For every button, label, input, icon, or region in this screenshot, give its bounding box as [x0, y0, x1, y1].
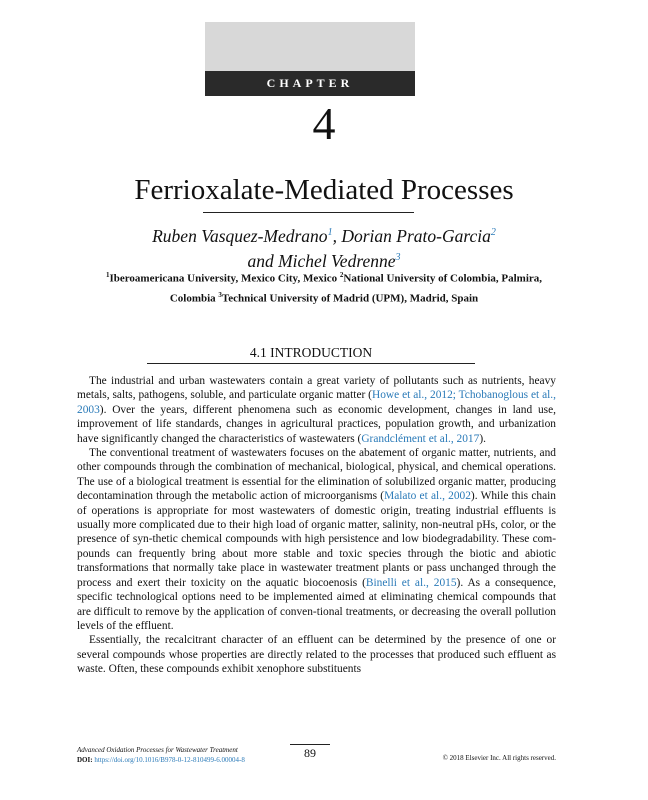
page-number: 89	[304, 746, 316, 760]
citation-link[interactable]: Howe et al., 2012; Tchobanoglous et al., 2003	[77, 389, 557, 416]
chapter-label: CHAPTER	[205, 71, 415, 96]
author-list	[60, 222, 588, 272]
paragraph-text: ). While this chain of operations is appropriate for most wastewaters of domestic origin, treating industrial effluents is usually more complicated due to their high load of organic matter, salinity, non-neutral pHs, color, or the presence of syn-thetic chemical compounds with high persistence and low biodegradability. These com-pounds can frequently bring about more stable and toxic species through the biotic and abiotic transformations that normally take place in wastewater treatment plants or pass unchanged through the process and exert their toxicity on the aquatic biocoenosis (	[77, 490, 556, 589]
paragraph-text: ). Over the years, different phenomena such as economic development, changes in land use, improvement of life standards, changes in agricultural practices, population growth, and urbanization have significantly changed the characteristics of wastewaters (	[77, 403, 556, 445]
doi-label: DOI:	[77, 756, 95, 764]
affiliation-text: Technical University of Madrid (UPM), Madrid, Spain	[221, 292, 479, 305]
paragraph-text: ). As a consequence, specific technological options need to be implemented aimed at eliminating chemical compounds that are difficult to remove by the application of conven-tional treatments, or decreasing the overall pollution levels of the effluent.	[77, 576, 556, 632]
footer-source	[77, 745, 245, 765]
paragraph-text: ).	[479, 432, 486, 445]
author-affiliation-marker: 2	[490, 227, 496, 238]
affiliation-text: Iberoamericana University, Mexico City, Mexico	[109, 272, 340, 285]
chapter-header-box	[205, 22, 415, 71]
author-name: Ruben Vasquez-Medrano	[152, 225, 328, 246]
book-title: Advanced Oxidation Processes for Wastewater Treatment	[77, 746, 238, 754]
section-heading: 4.1 INTRODUCTION	[249, 345, 373, 360]
affiliation-marker: 1	[105, 271, 110, 279]
author-affiliation-marker: 1	[327, 227, 333, 238]
paragraph: Essentially, the recalcitrant character of an effluent can be determined by the presence of one or several compounds whose properties are directly related to the processes that produced such effluent as waste. Often, these compounds exhibit xenophore substituents	[77, 634, 556, 676]
title-rule	[203, 212, 414, 213]
affiliation-text: Colombia	[169, 292, 219, 305]
paragraph	[77, 374, 556, 446]
page-number-rule	[290, 744, 330, 745]
affiliation-marker: 3	[218, 290, 222, 299]
affiliations	[60, 267, 588, 306]
section-rule	[147, 363, 475, 364]
author-name: and Michel Vedrenne	[247, 250, 396, 271]
doi-link[interactable]: https://doi.org/10.1016/B978-0-12-810499-6.00004-8	[94, 756, 245, 764]
body-text	[77, 374, 556, 677]
paragraph	[77, 446, 556, 633]
author-name: , Dorian Prato-Garcia	[332, 225, 491, 246]
chapter-number: 4	[312, 98, 336, 149]
citation-link[interactable]: Binelli et al., 2015	[365, 576, 457, 589]
copyright: © 2018 Elsevier Inc. All rights reserved.	[442, 754, 556, 762]
paragraph-text: The industrial and urban wastewaters contain a great variety of pollutants such as nutrients, heavy metals, salts, pathogens, soluble, and particulate organic matter (	[77, 375, 556, 402]
affiliation-marker: 2	[339, 271, 344, 279]
chapter-title: Ferrioxalate-Mediated Processes	[134, 174, 514, 206]
author-affiliation-marker: 3	[395, 251, 401, 263]
doi-line	[77, 755, 245, 765]
paragraph-text: The conventional treatment of wastewaters focuses on the abatement of organic matter, nutrients, and other compounds through the combination of mechanical, biological, physical, and chemical operations. The use of a biological treatment is essential for the elimination of solubilized organic matter, producing decontamination through the metabolic action of microorganisms (	[77, 447, 556, 503]
affiliation-text: National University of Colombia, Palmira,	[343, 272, 543, 285]
citation-link[interactable]: Grandclément et al., 2017	[361, 432, 480, 445]
citation-link[interactable]: Malato et al., 2002	[384, 490, 471, 503]
